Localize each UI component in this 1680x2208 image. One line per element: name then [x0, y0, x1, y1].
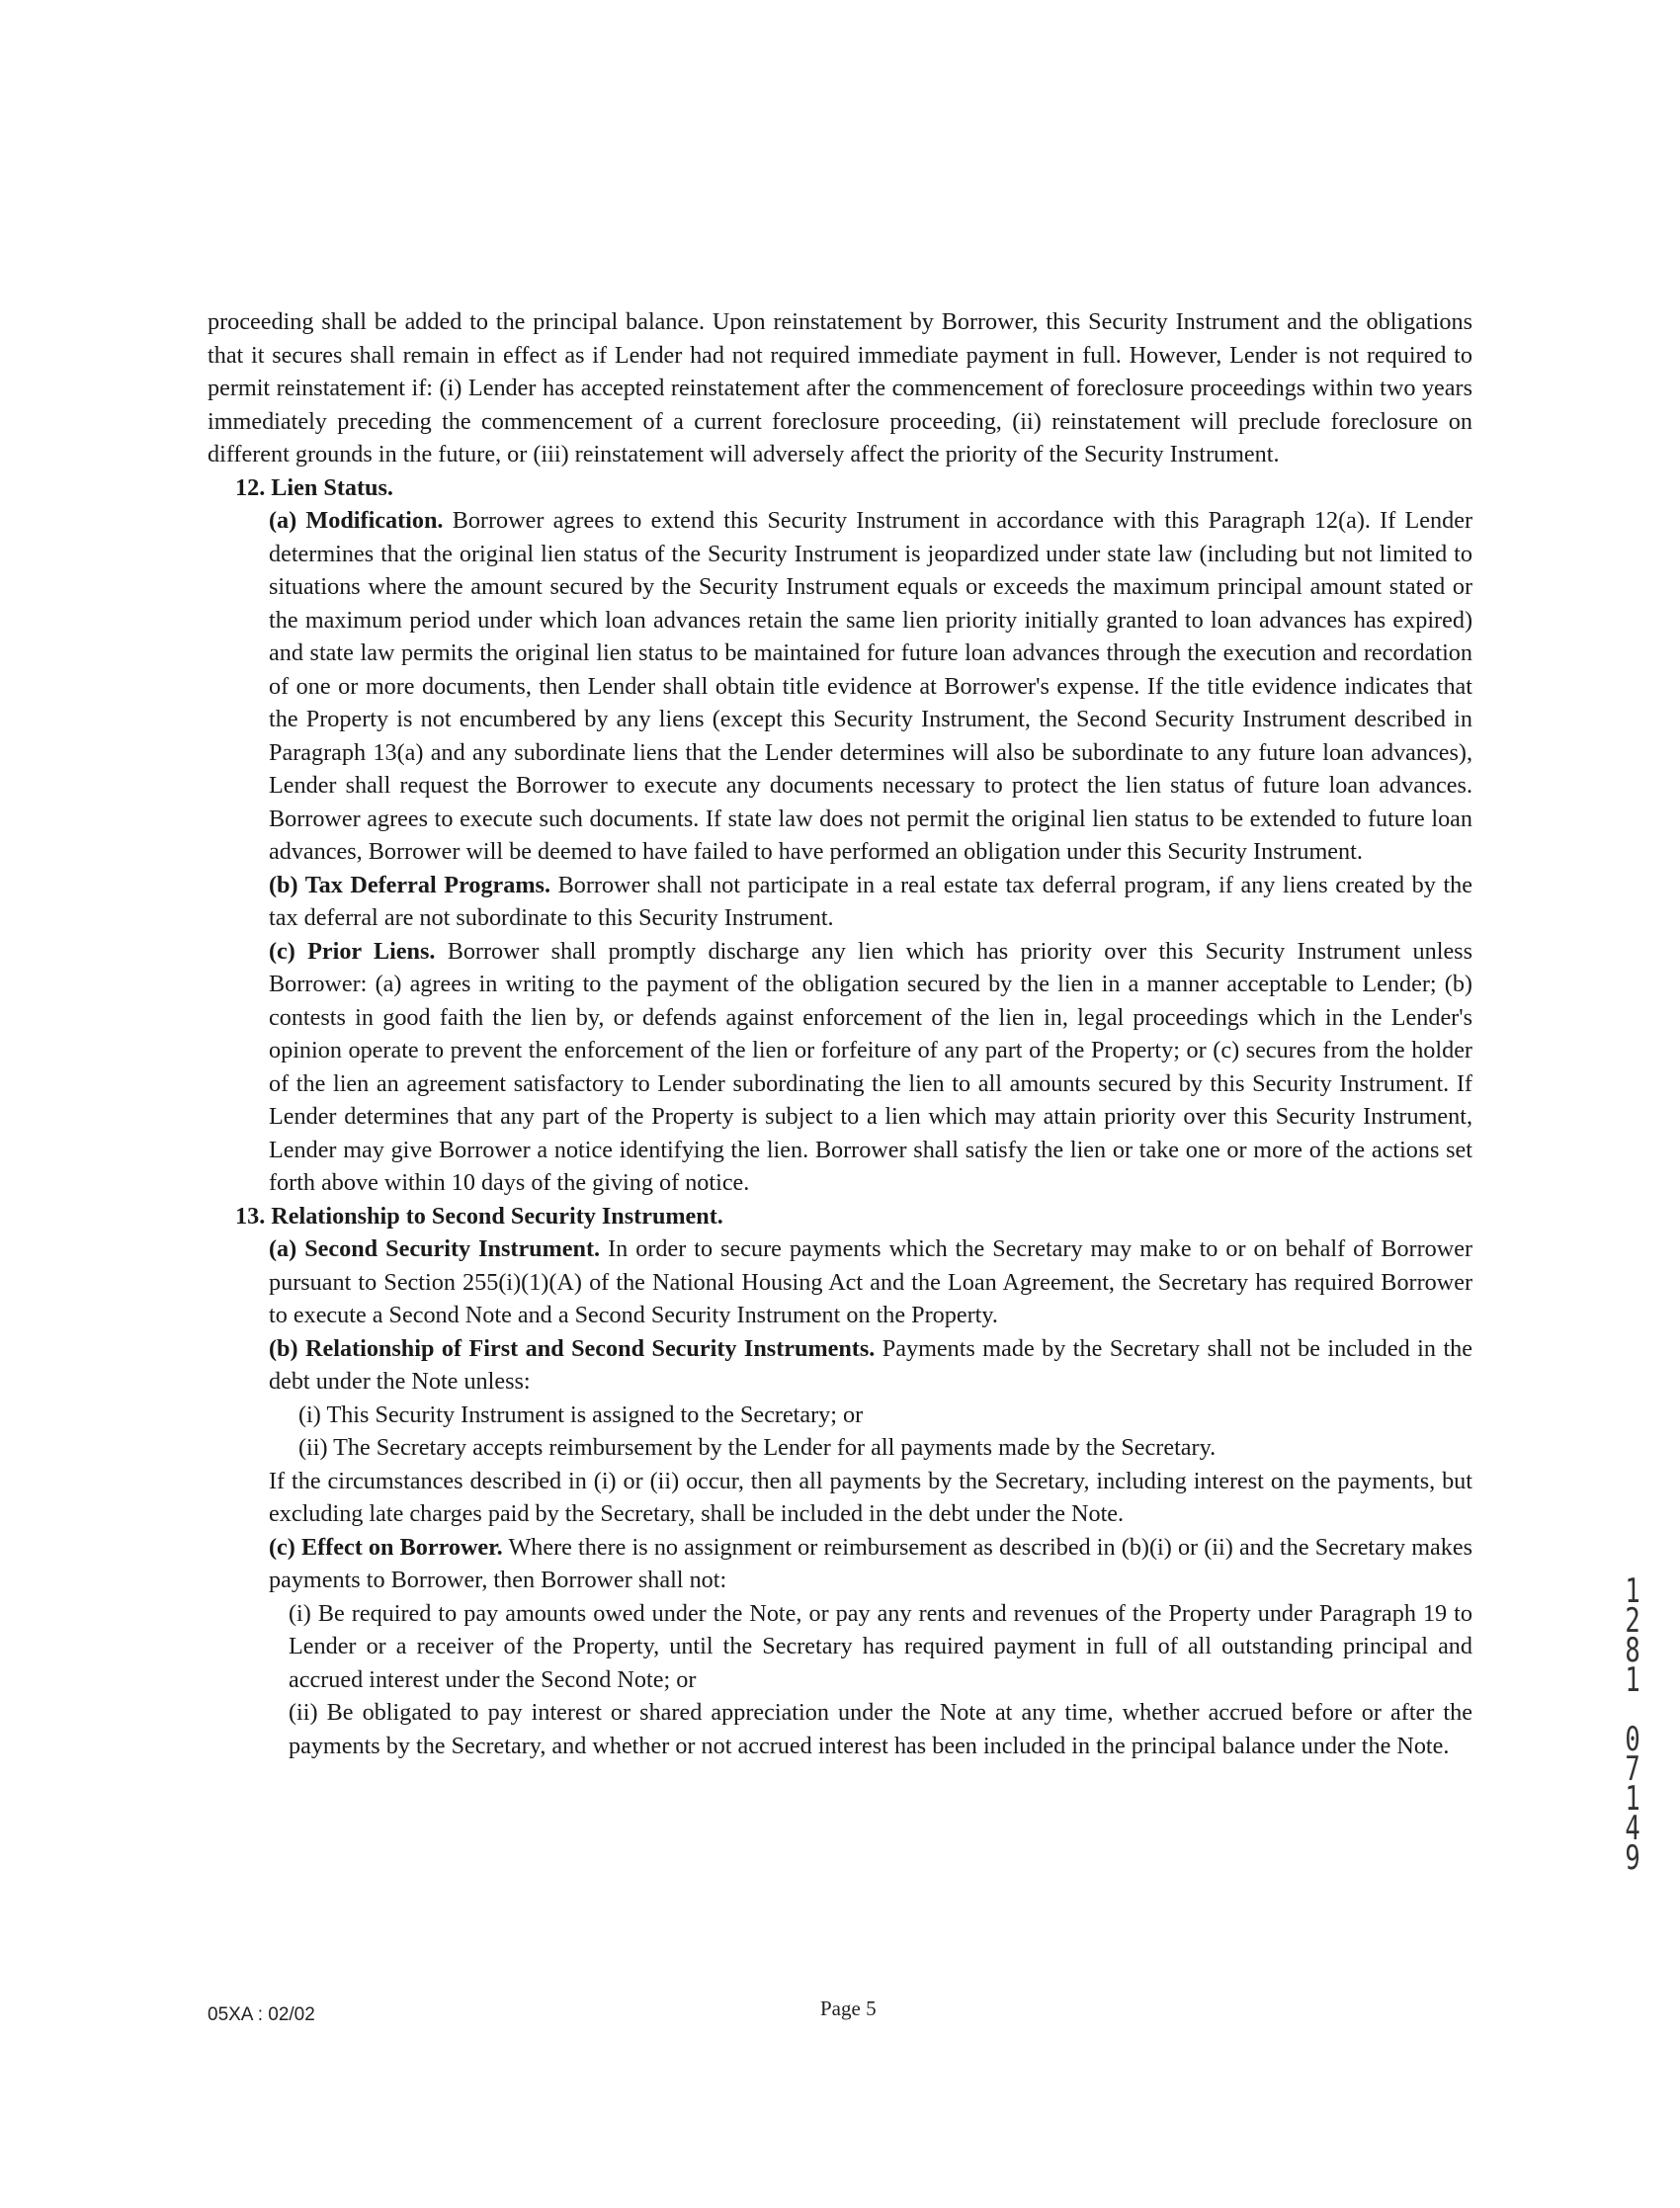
paragraph-13a-heading: (a) Second Security Instrument. — [269, 1235, 601, 1262]
paragraph-13b-after: If the circumstances described in (i) or (ii) occur, then all payments by the Secretary, including interest on the payments, but excluding late charges paid by the Secretary, shall be included in the debt under the Note. — [269, 1467, 1472, 1527]
section-13-heading: 13. Relationship to Second Security Instrument. — [235, 1202, 723, 1230]
form-code: 05XA : 02/02 — [208, 2004, 315, 2025]
stamp-digit: 7 — [1625, 1749, 1640, 1789]
paragraph-12a-text: Borrower agrees to extend this Security Instrument in accordance with this Paragraph 12(a). If Lender determines that the original lien status of the Security Instrument is jeopardized under state law (including but not limited to situations where the amount secured by the Security Instrument equals or exceeds the maximum principal amount stated or the maximum period under which loan advances retain the same lien priority initially granted to loan advances has expired) and state law permits the original lien status to be maintained for future loan advances through the execution and recordation of one or more documents, then Lender shall obtain title evidence at Borrower's expense. If the title evidence indicates that the Property is not encumbered by any liens (except this Security Instrument, the Second Security Instrument described in Paragraph 13(a) and any subordinate liens that the Lender determines will also be subordinate to any future loan advances), Lender shall request the Borrower to execute any documents necessary to protect the lien status of future loan advances. Borrower agrees to execute such documents. If state law does not permit the original lien status to be extended to future loan advances, Borrower will be deemed to have failed to have performed an obligation under this Security Instrument. — [269, 507, 1472, 865]
paragraph-12c-heading: (c) Prior Liens. — [269, 937, 436, 965]
paragraph-12b-text: Borrower shall not participate in a real estate tax deferral program, if any liens created by the tax deferral are not subordinate to this Security Instrument. — [269, 871, 1473, 931]
stamp-digit: 8 — [1625, 1631, 1640, 1670]
stamp-digit: 2 — [1625, 1601, 1640, 1641]
paragraph-13c-text: Where there is no assignment or reimbursement as described in (b)(i) or (ii) and the Secretary makes payments to Borrower, then Borrower shall not: — [269, 1533, 1472, 1593]
recording-number-stamp — [1618, 1571, 1647, 1878]
stamp-digit: 9 — [1625, 1838, 1640, 1878]
paragraph-13c-item-i: (i) Be required to pay amounts owed under the Note, or pay any rents and revenues of the Property under Paragraph 19 to Lender or a receiver of the Property, until the Secretary has required payment in full of all outstanding principal and accrued interest under the Second Note; or — [289, 1599, 1472, 1693]
section-12-heading: 12. Lien Status. — [235, 473, 393, 501]
paragraph-12b — [269, 869, 1472, 935]
stamp-digit: 1 — [1625, 1571, 1640, 1611]
paragraph-13c-heading: (c) Effect on Borrower. — [269, 1533, 503, 1561]
paragraph-12b-heading: (b) Tax Deferral Programs. — [269, 871, 550, 898]
paragraph-13a — [269, 1232, 1472, 1332]
paragraph-13c — [269, 1531, 1472, 1597]
paragraph-13b-item-i: (i) This Security Instrument is assigned to the Secretary; or — [298, 1401, 864, 1428]
paragraph-13b-text: Payments made by the Secretary shall not be included in the debt under the Note unless: — [269, 1334, 1472, 1395]
stamp-digit: 1 — [1625, 1660, 1640, 1700]
paragraph-reinstatement: proceeding shall be added to the principal balance. Upon reinstatement by Borrower, this Security Instrument and the obligations that it secures shall remain in effect as if Lender had not required immediate payment in full. However, Lender is not required to permit reinstatement if: (i) Lender has accepted reinstatement after the commencement of foreclosure proceedings within two years immediately preceding the commencement of a current foreclosure proceeding, (ii) reinstatement will preclude foreclosure on different grounds in the future, or (iii) reinstatement will adversely affect the priority of the Security Instrument. — [208, 308, 1472, 467]
stamp-digit: 0 — [1625, 1720, 1640, 1759]
paragraph-12a-heading: (a) Modification. — [269, 507, 444, 534]
paragraph-13c-item-ii: (ii) Be obligated to pay interest or shared appreciation under the Note at any time, whether accrued before or after the payments by the Secretary, and whether or not accrued interest has been included in the principal balance under the Note. — [289, 1699, 1472, 1759]
paragraph-13b-item-ii: (ii) The Secretary accepts reimbursement by the Lender for all payments made by the Secretary. — [298, 1434, 1217, 1461]
paragraph-13b-heading: (b) Relationship of First and Second Security Instruments. — [269, 1334, 876, 1362]
stamp-digit: 4 — [1625, 1809, 1640, 1848]
stamp-digit: 1 — [1625, 1779, 1640, 1819]
page-number: Page 5 — [820, 1996, 877, 2020]
paragraph-13a-text: In order to secure payments which the Secretary may make to or on behalf of Borrower pursuant to Section 255(i)(1)(A) of the National Housing Act and the Loan Agreement, the Secretary has required Borrower to execute a Second Note and a Second Security Instrument on the Property. — [269, 1235, 1473, 1328]
paragraph-12c-text: Borrower shall promptly discharge any lien which has priority over this Security Instrument unless Borrower: (a) agrees in writing to the payment of the obligation secured by the lien in a manner acceptable to Lender; (b) contests in good faith the lien by, or defends against enforcement of the lien in, legal proceedings which in the Lender's opinion operate to prevent the enforcement of the lien or forfeiture of any part of the Property; or (c) secures from the holder of the lien an agreement satisfactory to Lender subordinating the lien to all amounts secured by this Security Instrument. If Lender determines that any part of the Property is subject to a lien which may attain priority over this Security Instrument, Lender may give Borrower a notice identifying the lien. Borrower shall satisfy the lien or take one or more of the actions set forth above within 10 days of the giving of notice. — [269, 937, 1473, 1196]
document-body — [208, 305, 1472, 1762]
paragraph-12c — [269, 935, 1472, 1200]
paragraph-13b — [269, 1332, 1472, 1399]
paragraph-12a — [269, 504, 1472, 869]
